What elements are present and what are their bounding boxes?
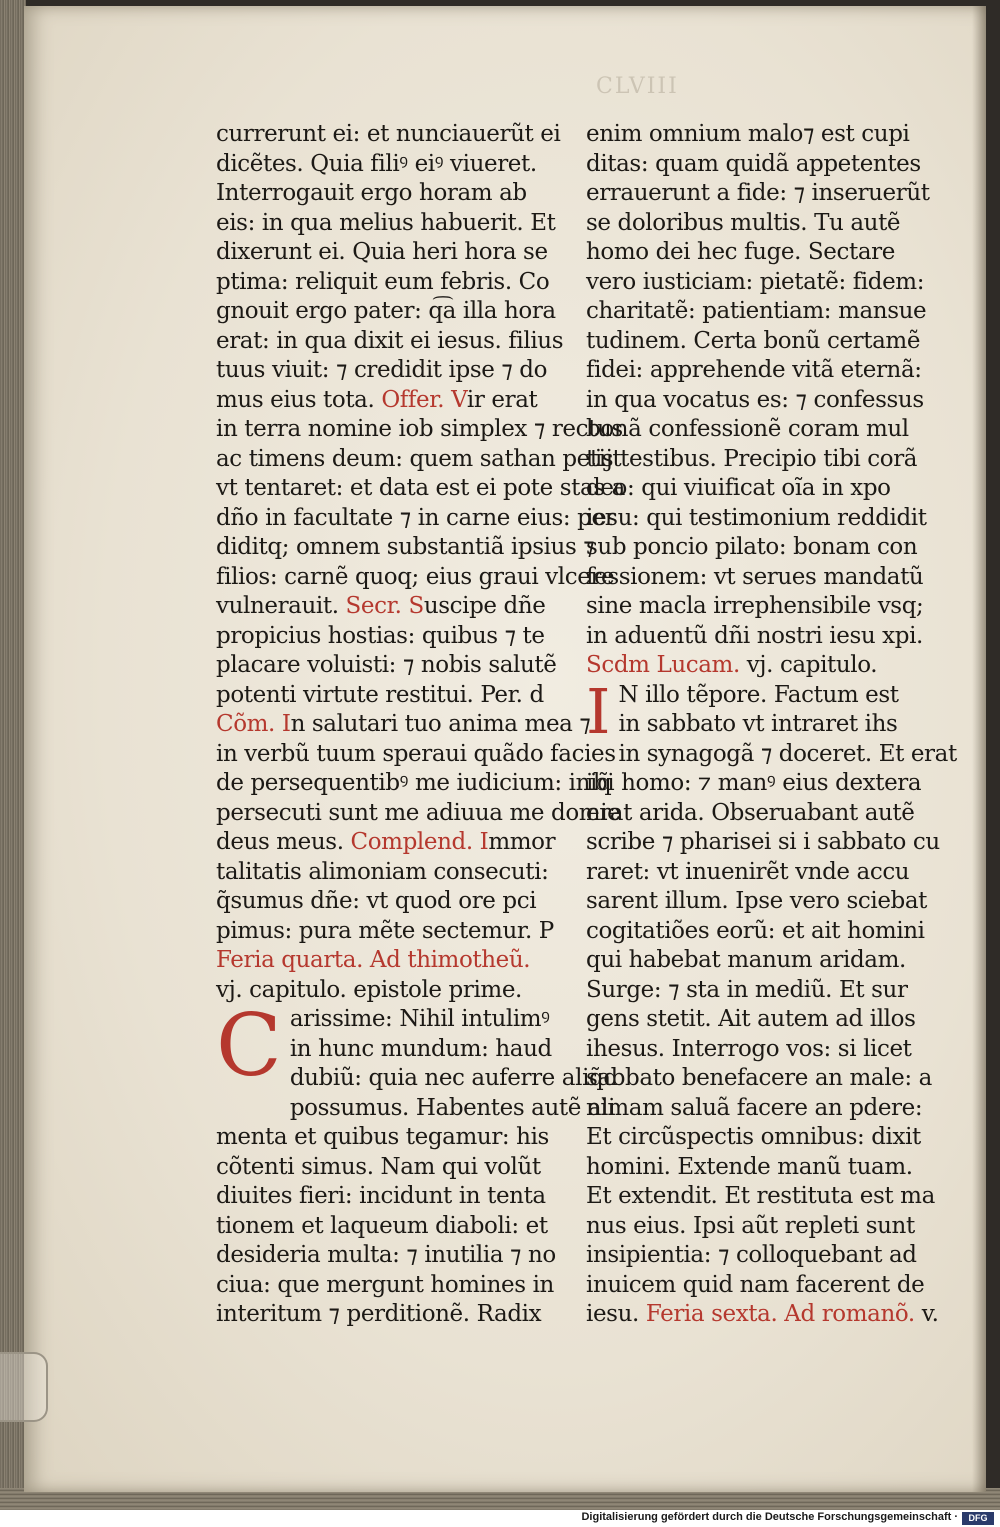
text-line (216, 1182, 552, 1212)
text-line (216, 1153, 552, 1183)
body-text: raret: vt inuenirẽt vnde accu (586, 858, 910, 885)
text-line (216, 356, 552, 386)
text-line (216, 209, 556, 239)
body-text: vj. capitulo. (739, 652, 878, 678)
text-line (216, 917, 552, 947)
body-text: erat: in qua dixit ei iesus. filius (216, 327, 564, 354)
body-text: dubiũ: quia nec auferre aliq̃d (289, 1065, 618, 1091)
book-page-edges-left (0, 0, 26, 1510)
body-text: mus eius tota. (216, 386, 382, 413)
body-text: ac timens deum: quem sathan petijt (216, 445, 622, 472)
text-line (586, 474, 916, 504)
body-text: fidei: apprehende vitã eternã: (586, 357, 922, 383)
rubric-text: Feria sexta. Ad romanõ. (645, 1301, 915, 1327)
text-line (216, 828, 556, 858)
body-text: ditas: quam quidã appetentes (586, 150, 921, 177)
body-text: ibi homo: ⁊ manꝰ eius dextera (586, 770, 922, 796)
text-line (216, 887, 552, 917)
text-line (586, 563, 924, 593)
body-text: mmor (488, 829, 556, 855)
text-line (586, 710, 916, 740)
rubric-text: Complend. (350, 829, 473, 855)
text-line (216, 238, 552, 268)
text-line (586, 887, 928, 917)
body-text: possumus. Habentes autẽ ali (289, 1094, 616, 1121)
text-line (216, 474, 625, 504)
body-text: ptima: reliquit eum febris. Co (216, 268, 550, 295)
text-line (216, 710, 591, 740)
body-text: in sabbato vt intraret ihs (618, 711, 898, 737)
text-line (586, 681, 916, 711)
text-line (586, 445, 916, 475)
body-text: menta et quibus tegamur: his (216, 1124, 549, 1150)
text-line (586, 504, 927, 534)
rubric-text: Scdm Lucam. (586, 652, 740, 678)
body-text: diuites fieri: incidunt in tenta (216, 1183, 546, 1209)
body-text: cogitatiões eorũ: et ait homini (586, 917, 925, 944)
body-text: errauerunt a fide: ⁊ inseruerũt (586, 180, 930, 206)
body-text: in terra nomine iob simplex ⁊ rectus (216, 416, 623, 442)
body-text: persecuti sunt me adiuua me domie (216, 799, 621, 826)
funding-credit: Digitalisierung gefördert durch die Deutsche Forschungsgemeinschaft · (581, 1511, 958, 1523)
body-text: vj. capitulo. epistole prime. (216, 976, 522, 1003)
text-line (586, 1182, 935, 1212)
text-line (216, 445, 622, 475)
text-line (216, 120, 561, 150)
body-text: in synagogã ⁊ doceret. Et erat (618, 740, 957, 767)
body-text: sine macla irrephensibile vsq; (586, 593, 924, 619)
body-text: Et circũspectis omnibus: dixit (586, 1124, 921, 1150)
text-line (586, 1271, 925, 1301)
body-text: desideria multa: ⁊ inutilia ⁊ no (216, 1242, 556, 1268)
text-line (216, 297, 556, 327)
text-line (586, 1153, 916, 1183)
text-line (586, 120, 916, 150)
text-line (586, 858, 916, 888)
rubricated-initial: C (216, 996, 282, 1096)
text-line (586, 769, 922, 799)
text-line (216, 504, 616, 534)
text-line (586, 238, 916, 268)
body-text: Surge: ⁊ sta in mediũ. Et sur (586, 976, 908, 1003)
text-column-left (216, 120, 625, 1330)
body-text: vero iusticiam: pietatẽ: fidem: (586, 268, 925, 295)
text-line (586, 1241, 916, 1271)
body-text: interitum ⁊ perditionẽ. Radix (216, 1301, 542, 1327)
page-right-shadow (972, 6, 986, 1492)
body-text: N illo tẽpore. Factum est (618, 681, 899, 708)
body-text: q̃sumus dñe: vt quod ore pci (216, 888, 537, 914)
text-line (586, 592, 924, 622)
body-text: ihesus. Interrogo vos: si licet (586, 1035, 912, 1062)
body-text: scribe ⁊ pharisei si i sabbato cu (586, 829, 940, 855)
text-line (586, 327, 921, 357)
rubric-text: S (408, 593, 424, 619)
body-text: diditq; omnem substantiã ipsius ⁊ (216, 534, 595, 560)
text-line (586, 415, 916, 445)
text-line (216, 415, 623, 445)
text-line (586, 651, 916, 681)
body-text: erat arida. Obseruabant autẽ (586, 799, 915, 826)
text-line (216, 651, 557, 681)
body-text: placare voluisti: ⁊ nobis salutẽ (216, 652, 557, 678)
text-line (216, 976, 552, 1006)
rubric-text: Cõm. (216, 711, 275, 737)
body-text: gens stetit. Ait autem ad illos (586, 1006, 916, 1032)
body-text: v. (914, 1301, 939, 1327)
body-text: charitatẽ: patientiam: mansue (586, 298, 927, 324)
text-column-right (586, 120, 957, 1330)
body-text: insipientia: ⁊ colloquebant ad (586, 1242, 917, 1268)
text-line (586, 1212, 916, 1242)
rubricated-initial: I (586, 674, 611, 748)
text-line (586, 1035, 916, 1065)
body-text: dixerunt ei. Quia heri hora se (216, 239, 548, 265)
body-text: ciua: que mergunt homines in (216, 1271, 554, 1298)
body-text: sarent illum. Ipse vero sciebat (586, 888, 928, 914)
body-text: potenti virtute restitui. Per. d (216, 681, 544, 708)
footer-bar (0, 1510, 1000, 1527)
text-line (216, 563, 615, 593)
body-text: Et extendit. Et restituta est ma (586, 1183, 935, 1209)
body-text: bonã confessionẽ coram mul (586, 416, 909, 442)
text-line (586, 1064, 932, 1094)
folio-number: CLVIII (596, 74, 679, 99)
text-line (586, 1094, 923, 1124)
body-text: nus eius. Ipsi aũt repleti sunt (586, 1212, 915, 1239)
text-line (586, 1300, 939, 1330)
text-line (216, 592, 552, 622)
body-text: de persequentibꝰ me iudicium: iniq̃ (216, 770, 612, 796)
text-line (216, 740, 616, 770)
text-line (586, 976, 916, 1006)
text-line (586, 946, 916, 976)
body-text: homini. Extende manũ tuam. (586, 1153, 913, 1180)
page-clip-tab (0, 1352, 48, 1422)
text-line (216, 1271, 552, 1301)
text-line (586, 799, 916, 829)
body-text: eis: in qua melius habuerit. Et (216, 209, 556, 236)
text-line (216, 1241, 556, 1271)
rubric-text: V (451, 386, 467, 413)
text-line (216, 1094, 616, 1124)
body-text: cõtenti simus. Nam qui volũt (216, 1153, 541, 1180)
rubric-text: Secr. (345, 593, 402, 619)
body-text: Interrogauit ergo horam ab (216, 180, 527, 206)
body-text: enim omnium malo⁊ est cupi (586, 121, 910, 147)
text-line (216, 179, 552, 209)
text-line (216, 769, 612, 799)
body-text: tudinem. Certa bonũ certamẽ (586, 327, 921, 354)
text-line (586, 1005, 916, 1035)
body-text: sabbato benefacere an male: a (586, 1065, 932, 1091)
text-line (216, 681, 552, 711)
body-text: vulnerauit. (216, 593, 346, 619)
body-text: inuicem quid nam facerent de (586, 1271, 925, 1298)
text-line (586, 386, 924, 416)
text-line (216, 268, 552, 298)
text-line (586, 917, 925, 947)
body-text: pimus: pura mẽte sectemur. P (216, 917, 554, 944)
rubric-text: I (281, 711, 291, 737)
text-line (586, 828, 940, 858)
body-text: sub poncio pilato: bonam con (586, 534, 918, 560)
body-text: n salutari tuo anima mea ⁊ (290, 711, 591, 737)
text-line (586, 622, 923, 652)
body-text: fessionem: vt serues mandatũ (586, 563, 924, 590)
text-line (586, 150, 921, 180)
text-line (586, 533, 916, 563)
text-line (216, 622, 552, 652)
text-line (216, 946, 552, 976)
body-text (473, 829, 480, 855)
body-text: in verbũ tuum speraui quãdo facies (216, 740, 616, 767)
rubric-text: Offer. (381, 386, 445, 413)
body-text: nimam saluã facere an pdere: (586, 1094, 923, 1121)
body-text: homo dei hec fuge. Sectare (586, 239, 895, 265)
body-text: tionem et laqueum diaboli: et (216, 1212, 548, 1239)
text-line (216, 858, 552, 888)
text-line (216, 386, 552, 416)
dfg-logo-icon: DFG (962, 1512, 994, 1525)
body-text: propicius hostias: quibus ⁊ te (216, 622, 545, 649)
body-text: in aduentũ dñi nostri iesu xpi. (586, 622, 923, 649)
text-line (586, 268, 925, 298)
body-text: tuus viuit: ⁊ credidit ipse ⁊ do (216, 357, 548, 383)
body-text: in qua vocatus es: ⁊ confessus (586, 386, 924, 413)
body-text: dicẽtes. Quia filiꝰ eiꝰ viueret. (216, 150, 537, 177)
text-line (586, 1123, 921, 1153)
rubric-text: I (479, 829, 489, 855)
text-line (586, 179, 930, 209)
body-text: arissime: Nihil intulimꝰ (289, 1006, 550, 1032)
text-line (216, 1300, 552, 1330)
body-text: iesu: qui testimonium reddidit (586, 504, 927, 531)
text-line (586, 209, 916, 239)
body-text: talitatis alimoniam consecuti: (216, 858, 549, 885)
text-line (586, 740, 957, 770)
body-text: deo: qui viuificat oĩa in xpo (586, 475, 891, 501)
body-text: filios: carnẽ quoq; eius graui vlcere (216, 563, 615, 590)
body-text: ir erat (466, 386, 538, 413)
text-line (216, 150, 552, 180)
body-text (275, 711, 282, 737)
body-text: in hunc mundum: haud (289, 1035, 552, 1062)
rubric-text: Feria quarta. Ad thimotheũ. (216, 947, 531, 973)
body-text: uscipe dñe (423, 593, 546, 619)
text-line (216, 1212, 552, 1242)
body-text: dño in facultate ⁊ in carne eius: per (216, 504, 616, 531)
body-text: iesu. (586, 1301, 646, 1327)
text-line (586, 297, 927, 327)
body-text: currerunt ei: et nunciauerũt ei (216, 121, 561, 147)
body-text: se doloribus multis. Tu autẽ (586, 209, 901, 236)
text-line (216, 799, 621, 829)
body-text: deus meus. (216, 829, 351, 855)
body-text: gnouit ergo pater: q͡a illa hora (216, 298, 556, 324)
body-text: qui habebat manum aridam. (586, 947, 906, 973)
text-line (586, 356, 922, 386)
text-line (216, 1123, 552, 1153)
body-text: tis testibus. Precipio tibi corã (586, 445, 918, 472)
text-line (216, 533, 595, 563)
text-line (216, 327, 564, 357)
body-text: vt tentaret: et data est ei pote stas a (216, 475, 625, 501)
